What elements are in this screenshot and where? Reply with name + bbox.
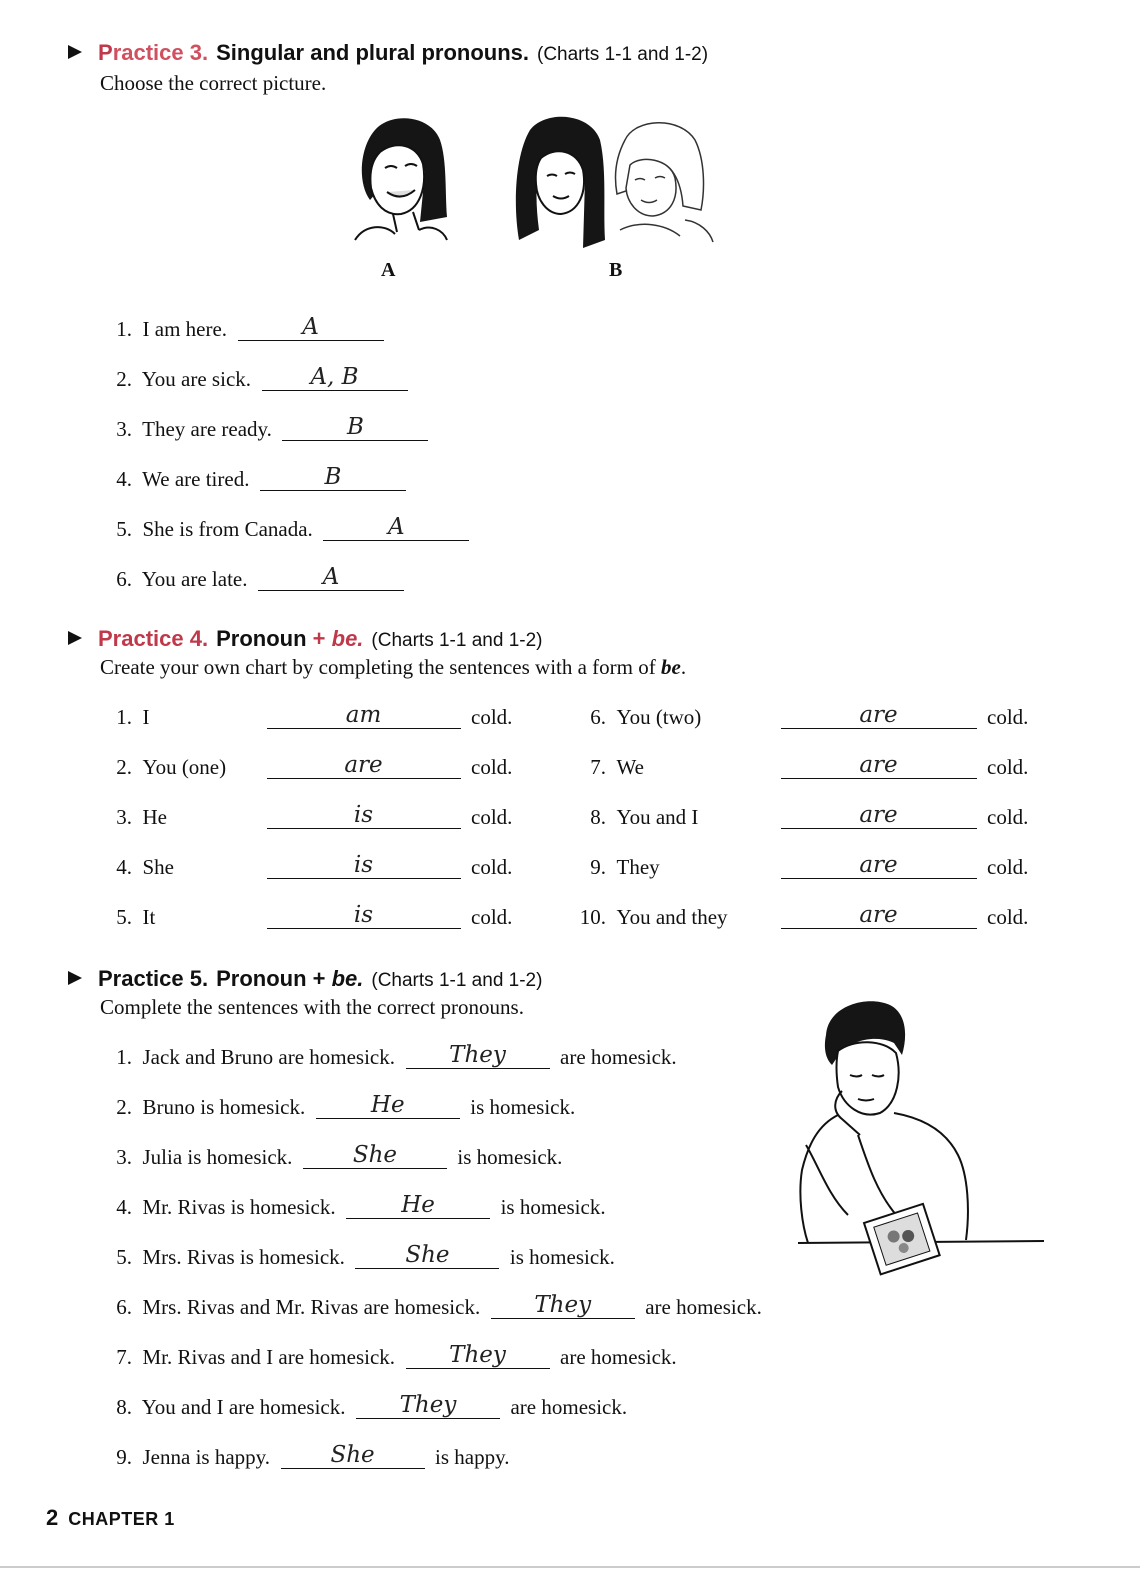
answer-blank[interactable]: He xyxy=(346,1192,490,1219)
practice-3-item: 1. I am here. A xyxy=(110,316,384,343)
page-number: 2 xyxy=(46,1505,59,1530)
practice-5-item: 3. Julia is homesick. She is homesick. xyxy=(116,1142,563,1169)
homesick-man-illustration xyxy=(798,995,1046,1290)
answer-blank[interactable]: are xyxy=(781,852,977,879)
practice-4-item: 3. He is cold. xyxy=(116,802,513,829)
practice-5-item: 4. Mr. Rivas is homesick. He is homesick. xyxy=(116,1192,606,1219)
practice-3-charts: (Charts 1-1 and 1-2) xyxy=(537,44,709,65)
answer-blank[interactable]: A xyxy=(238,314,384,341)
triangle-bullet-icon xyxy=(68,45,82,59)
answer-blank[interactable]: is xyxy=(267,802,461,829)
answer-blank[interactable]: They xyxy=(491,1292,635,1319)
picture-a-label: A xyxy=(381,259,396,281)
practice-3-item: 2. You are sick. A, B xyxy=(110,366,408,393)
practice-3-heading xyxy=(68,40,708,66)
practice-4-number: Practice 4. xyxy=(98,626,209,651)
practice-5-item: 2. Bruno is homesick. He is homesick. xyxy=(116,1092,576,1119)
page-bottom-divider xyxy=(0,1566,1140,1568)
practice-5-title: Pronoun + xyxy=(216,966,332,991)
triangle-bullet-icon xyxy=(68,971,82,985)
picture-a-woman-illustration xyxy=(335,112,450,242)
answer-blank[interactable]: is xyxy=(267,852,461,879)
practice-5-item: 6. Mrs. Rivas and Mr. Rivas are homesick. They are homesick. xyxy=(116,1292,762,1319)
practice-4-item: 5. It is cold. xyxy=(116,902,513,929)
answer-blank[interactable]: They xyxy=(406,1042,550,1069)
answer-blank[interactable]: are xyxy=(267,752,461,779)
practice-4-instruction: Create your own chart by completing the sentences with a form of be. xyxy=(100,655,687,679)
practice-5-instruction: Complete the sentences with the correct pronouns. xyxy=(100,995,524,1019)
practice-3-number: ractice 3. xyxy=(112,40,209,65)
page-footer xyxy=(46,1505,175,1531)
practice-4-charts: (Charts 1-1 and 1-2) xyxy=(371,630,543,651)
answer-blank[interactable]: She xyxy=(303,1142,447,1169)
practice-4-item: 9. They are cold. xyxy=(590,852,1029,879)
answer-blank[interactable]: He xyxy=(316,1092,460,1119)
practice-4-item: 4. She is cold. xyxy=(116,852,513,879)
practice-4-item: 7. We are cold. xyxy=(590,752,1029,779)
practice-3-number-prefix: P xyxy=(98,40,113,65)
answer-blank[interactable]: are xyxy=(781,802,977,829)
practice-5-heading: Practice 5. Pronoun + be. (Charts 1-1 and 1-2) xyxy=(68,966,542,992)
practice-5-item: 7. Mr. Rivas and I are homesick. They are homesick. xyxy=(116,1342,677,1369)
practice-5-number: Practice 5. xyxy=(98,966,209,991)
practice-4-item: 10. You and they are cold. xyxy=(579,902,1029,929)
practice-4-title: Pronoun xyxy=(216,626,307,651)
practice-4-heading: Practice 4. Pronoun + be. (Charts 1-1 and 1-2) xyxy=(68,626,543,652)
answer-blank[interactable]: They xyxy=(356,1392,500,1419)
practice-3-item: 3. They are ready. B xyxy=(110,416,428,443)
practice-5-item: 1. Jack and Bruno are homesick. They are homesick. xyxy=(116,1042,677,1069)
practice-4-item: 2. You (one) are cold. xyxy=(116,752,513,779)
answer-blank[interactable]: B xyxy=(282,414,428,441)
answer-blank[interactable]: are xyxy=(781,902,977,929)
practice-3-instruction: Choose the correct picture. xyxy=(100,71,327,95)
picture-b-label: B xyxy=(609,259,623,281)
answer-blank[interactable]: am xyxy=(267,702,461,729)
practice-4-item: 6. You (two) are cold. xyxy=(590,702,1029,729)
answer-blank[interactable]: are xyxy=(781,752,977,779)
triangle-bullet-icon xyxy=(68,631,82,645)
answer-blank[interactable]: A, B xyxy=(262,364,408,391)
practice-5-item: 5. Mrs. Rivas is homesick. She is homesick. xyxy=(116,1242,615,1269)
answer-blank[interactable]: A xyxy=(323,514,469,541)
answer-blank[interactable]: She xyxy=(281,1442,425,1469)
practice-4-item: 1. I am cold. xyxy=(116,702,513,729)
practice-3-title: Singular and plural pronouns. xyxy=(216,40,529,65)
answer-blank[interactable]: are xyxy=(781,702,977,729)
practice-4-item: 8. You and I are cold. xyxy=(590,802,1029,829)
answer-blank[interactable]: B xyxy=(260,464,406,491)
practice-3-item: 5. She is from Canada. A xyxy=(110,516,469,543)
chapter-label: CHAPTER 1 xyxy=(68,1509,175,1529)
practice-5-item: 9. Jenna is happy. She is happy. xyxy=(116,1442,510,1469)
practice-3-item: 6. You are late. A xyxy=(110,566,404,593)
answer-blank[interactable]: is xyxy=(267,902,461,929)
picture-b-two-women-illustration xyxy=(505,110,720,250)
practice-5-item: 8. You and I are homesick. They are homesick. xyxy=(116,1392,628,1419)
answer-blank[interactable]: She xyxy=(355,1242,499,1269)
practice-5-charts: (Charts 1-1 and 1-2) xyxy=(371,970,543,991)
answer-blank[interactable]: A xyxy=(258,564,404,591)
practice-3-item: 4. We are tired. B xyxy=(110,466,406,493)
answer-blank[interactable]: They xyxy=(406,1342,550,1369)
